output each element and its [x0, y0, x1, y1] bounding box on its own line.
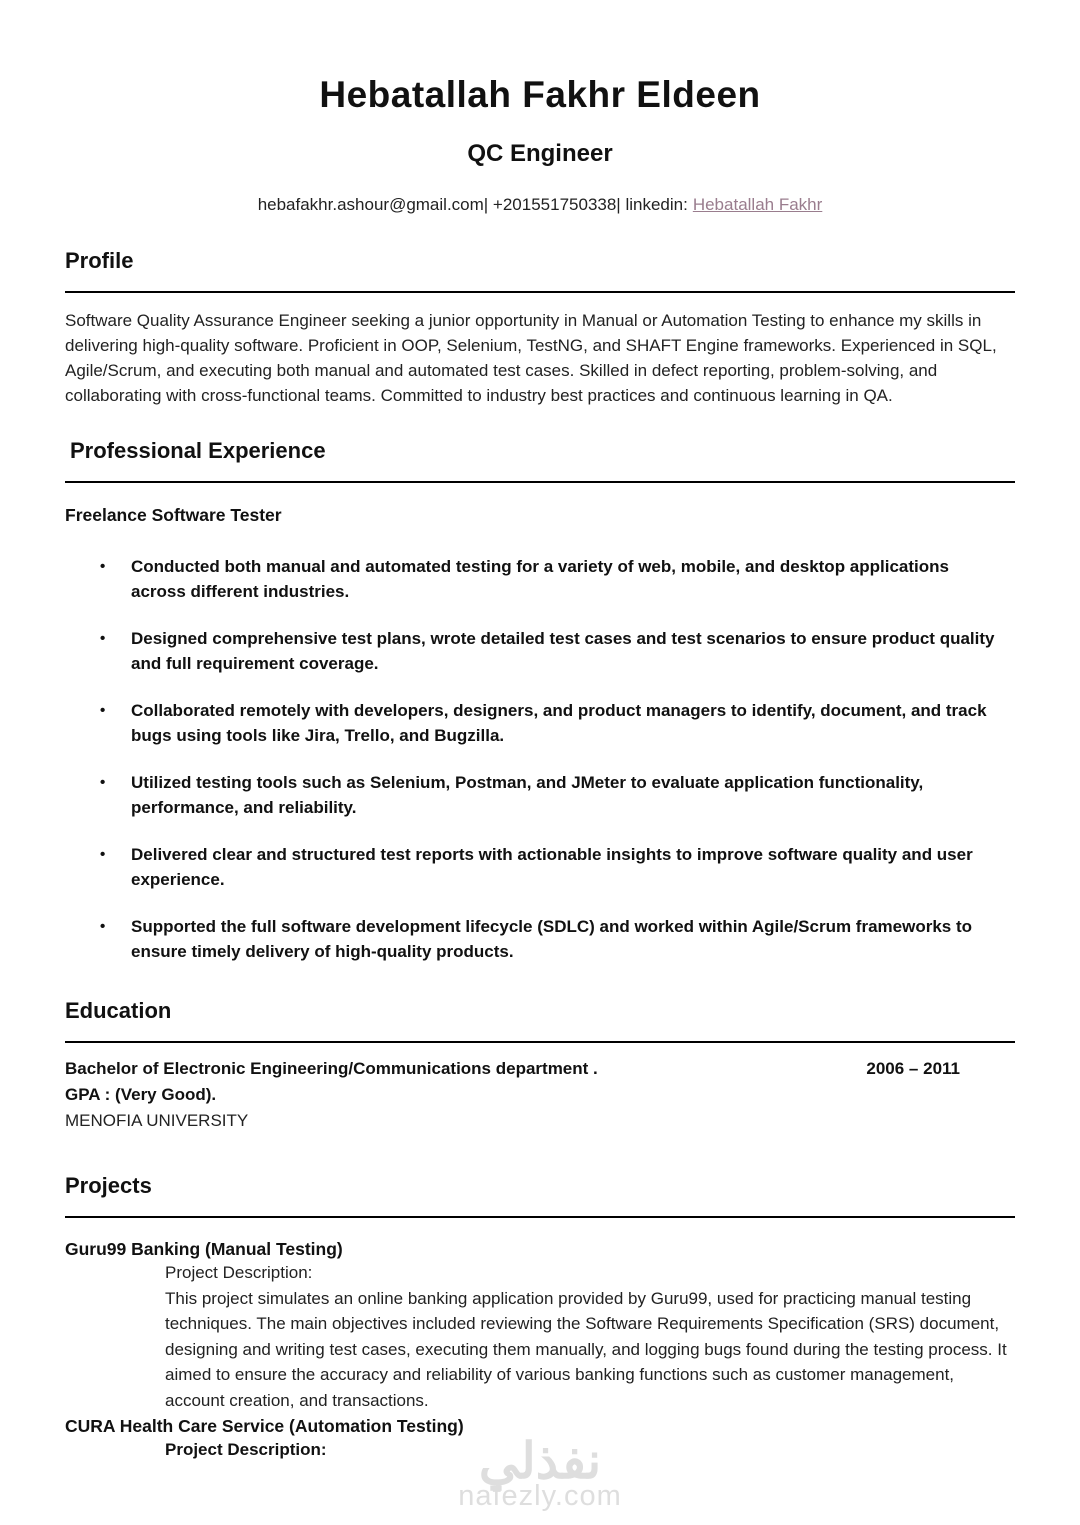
candidate-name: Hebatallah Fakhr Eldeen [319, 74, 761, 115]
bullet-text: Collaborated remotely with developers, designers, and product managers to identify, document, and track bugs using tools like Jira, Trello, and Bugzilla. [131, 701, 987, 745]
bullet-icon: • [100, 702, 106, 719]
experience-bullet-list [65, 554, 1015, 964]
experience-bullet [100, 626, 1015, 676]
project-title-cura: CURA Health Care Service (Automation Testing) [65, 1416, 464, 1436]
experience-role-title: Freelance Software Tester [65, 505, 282, 525]
bullet-icon: • [100, 918, 106, 935]
education-degree: Bachelor of Electronic Engineering/Communications department . [65, 1059, 598, 1078]
bullet-text: Utilized testing tools such as Selenium, Postman, and JMeter to evaluate application functionality, performance, and reliability. [131, 773, 924, 817]
bullet-text: Delivered clear and structured test reports with actionable insights to improve software quality and user experience. [131, 845, 973, 889]
project-description-text: This project simulates an online banking application provided by Guru99, used for practicing manual testing techniques. The main objectives included reviewing the Software Requirements Specification (SRS) document, designing and writing test cases, executing them manually, and logging bugs found during the testing process. It aimed to ensure the accuracy and reliability of various banking functions such as customer management, account creation, and transactions. [165, 1288, 1007, 1410]
contact-line [65, 195, 1015, 215]
bullet-text: Conducted both manual and automated testing for a variety of web, mobile, and desktop applications across different industries. [131, 557, 949, 601]
project-description-label: Project Description: [165, 1263, 313, 1282]
bullet-icon: • [100, 630, 106, 647]
section-divider [65, 481, 1015, 483]
education-university: MENOFIA UNIVERSITY [65, 1111, 249, 1130]
section-divider [65, 1041, 1015, 1043]
candidate-job-title: QC Engineer [467, 140, 613, 167]
nafezly-arabic-logo: نفذلي [478, 1433, 602, 1489]
bullet-icon: • [100, 846, 106, 863]
bullet-text: Designed comprehensive test plans, wrote detailed test cases and test scenarios to ensure product quality and full requirement coverage. [131, 629, 995, 673]
experience-bullet [100, 842, 1015, 892]
project-detail-cura [165, 1437, 1015, 1463]
profile-heading: Profile [65, 248, 134, 273]
project-detail-guru99 [165, 1260, 1015, 1413]
section-divider [65, 1216, 1015, 1218]
education-dates: 2006 – 2011 [866, 1059, 960, 1078]
experience-heading: Professional Experience [70, 438, 326, 463]
experience-bullet [100, 914, 1015, 964]
projects-heading: Projects [65, 1173, 152, 1198]
profile-summary: Software Quality Assurance Engineer seeking a junior opportunity in Manual or Automation Testing to enhance my skills in delivering high-quality software. Proficient in OOP, Selenium, TestNG, and SHAFT Engine frameworks. Experienced in SQL, Agile/Scrum, and executing both manual and automated test cases. Skilled in defect reporting, problem-solving, and collaborating with cross-functional teams. Committed to industry best practices and continuous learning in QA. [65, 311, 997, 405]
experience-bullet [100, 770, 1015, 820]
experience-bullet [100, 554, 1015, 604]
education-heading: Education [65, 998, 172, 1023]
bullet-icon: • [100, 558, 106, 575]
education-gpa: GPA : (Very Good). [65, 1085, 217, 1104]
project-title-guru99: Guru99 Banking (Manual Testing) [65, 1239, 343, 1259]
project-description-label: Project Description: [165, 1440, 327, 1459]
section-divider [65, 291, 1015, 293]
education-degree-row [65, 1056, 1015, 1082]
nafezly-domain: nafezly.com [458, 1480, 622, 1512]
bullet-icon: • [100, 774, 106, 791]
linkedin-link[interactable]: Hebatallah Fakhr [692, 195, 823, 214]
contact-text: hebafakhr.ashour@gmail.com| +201551750338| linkedin: [257, 195, 688, 214]
experience-bullet [100, 698, 1015, 748]
bullet-text: Supported the full software development lifecycle (SDLC) and worked within Agile/Scrum frameworks to ensure timely delivery of high-quality products. [131, 917, 973, 961]
